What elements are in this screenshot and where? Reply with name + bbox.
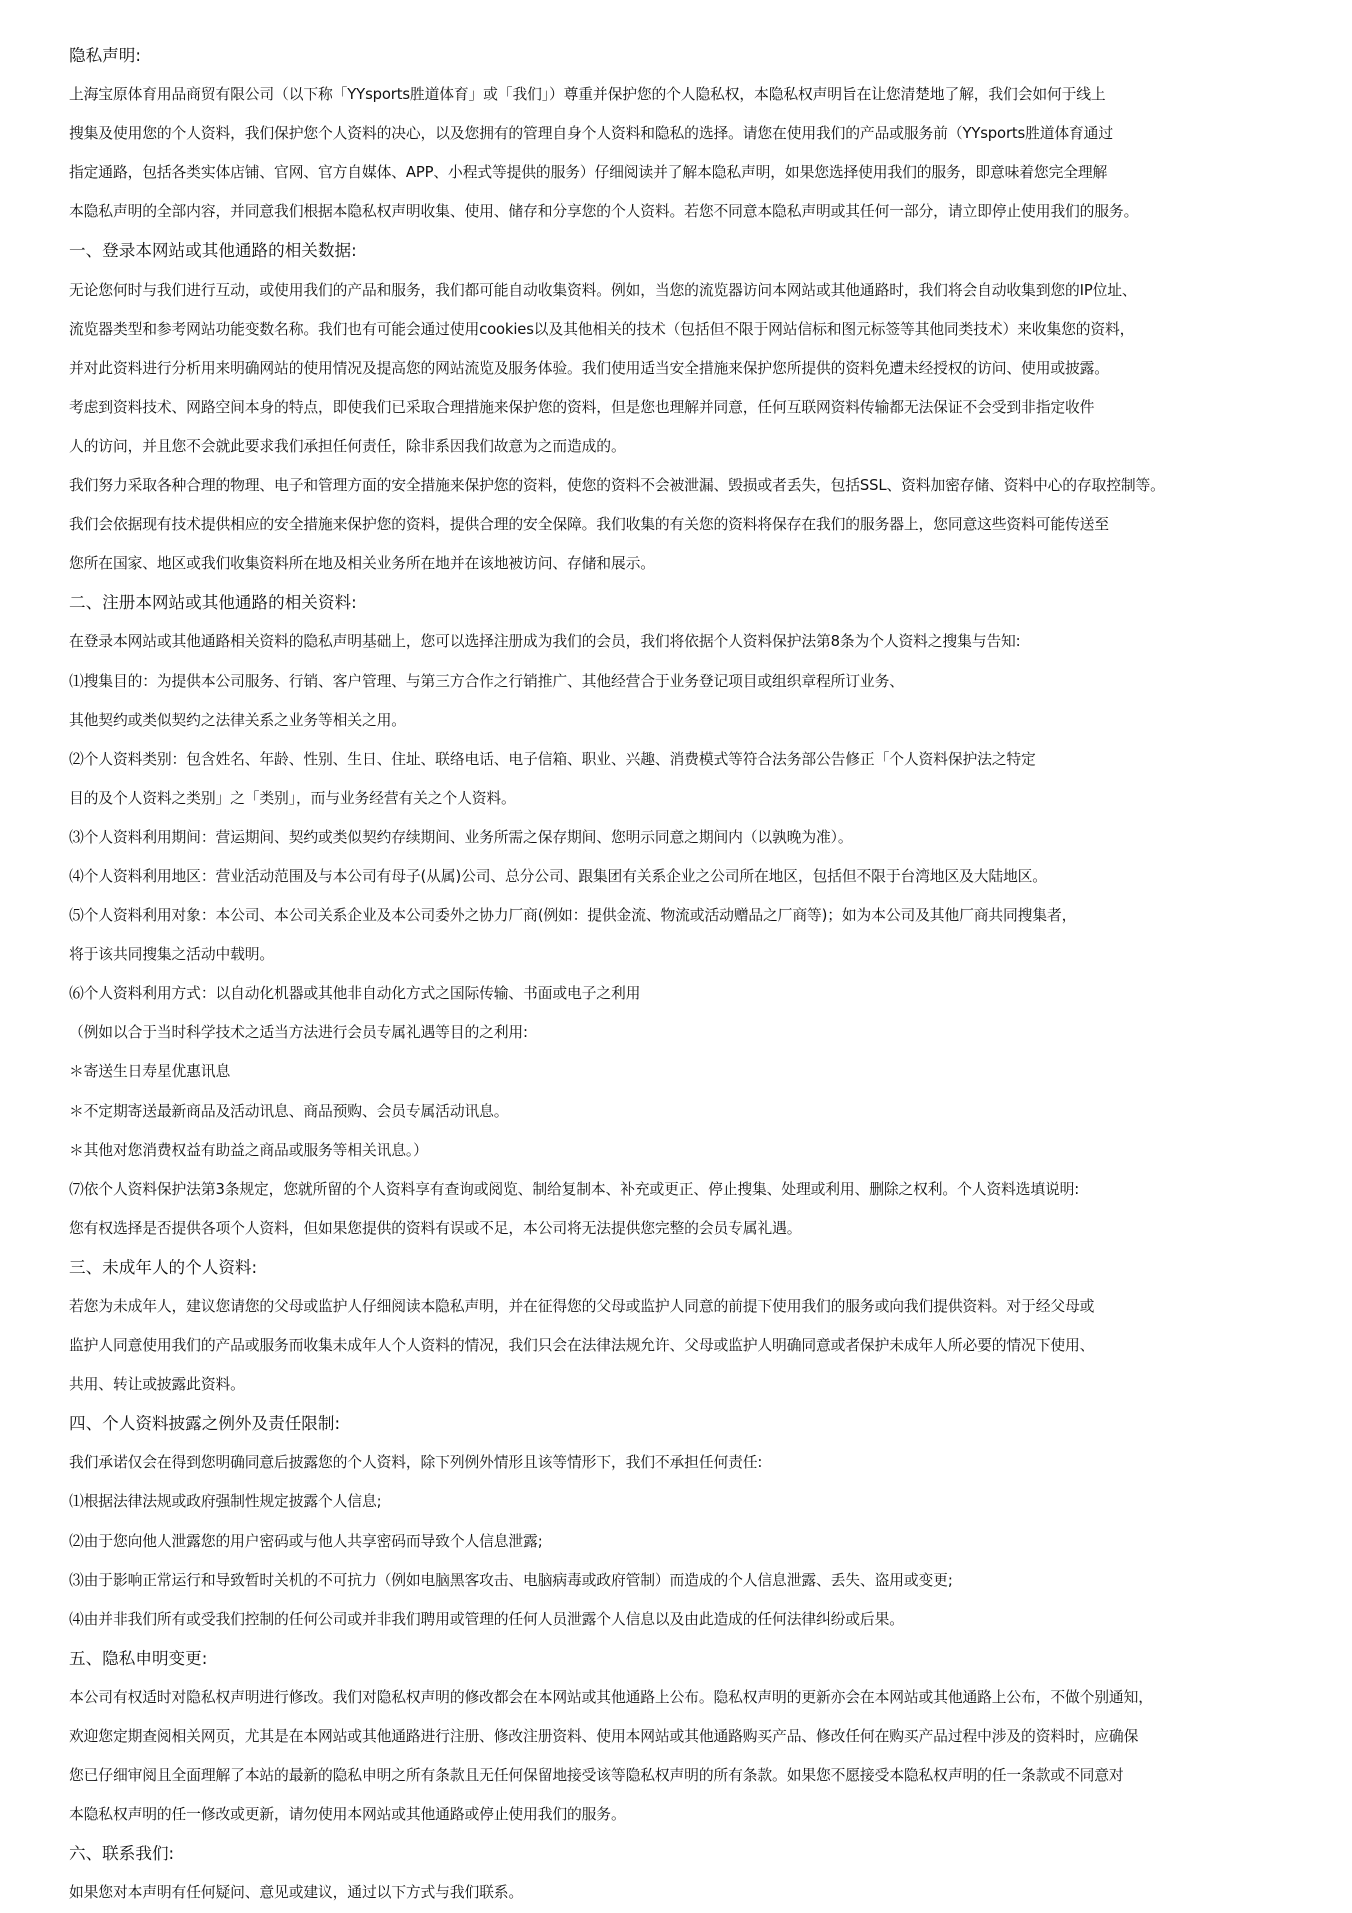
paragraph-line: 人的访问，并且您不会就此要求我们承担任何责任，除非系因我们故意为之而造成的。 xyxy=(69,437,626,455)
paragraph-line: 将于该共同搜集之活动中载明。 xyxy=(69,946,275,964)
paragraph-line: 其他契约或类似契约之法律关系之业务等相关之用。 xyxy=(69,711,406,729)
paragraph-line: 若您为未成年人，建议您请您的父母或监护人仔细阅读本隐私声明，并在征得您的父母或监护人同意的前提下使用我们的服务或向我们提供资料。对于经父母或 xyxy=(69,1298,1095,1315)
paragraph-line: （例如以合于当时科学技术之适当方法进行会员专属礼遇等目的之利用: xyxy=(69,1024,528,1042)
paragraph-line: 在登录本网站或其他通路相关资料的隐私声明基础上，您可以选择注册成为我们的会员，我们将依据个人资料保护法第8条为个人资料之搜集与告知: xyxy=(69,633,1021,651)
paragraph-line: ⑹个人资料利用方式：以自动化机器或其他非自动化方式之国际传输、书面或电子之利用 xyxy=(69,985,641,1003)
paragraph-line: 本隐私声明的全部内容，并同意我们根据本隐私权声明收集、使用、储存和分享您的个人资料。若您不同意本隐私声明或其任何一部分，请立即停止使用我们的服务。 xyxy=(69,203,1139,221)
paragraph-line: ⑴搜集目的：为提供本公司服务、行销、客户管理、与第三方合作之行销推广、其他经营合于业务登记项目或组织章程所订业务、 xyxy=(69,672,904,690)
paragraph-line: 我们承诺仅会在得到您明确同意后披露您的个人资料，除下列例外情形且该等情形下，我们不承担任何责任: xyxy=(69,1454,763,1472)
paragraph-line: 监护人同意使用我们的产品或服务而收集未成年人个人资料的情况，我们只会在法律法规允许、父母或监护人明确同意或者保护未成年人所必要的情况下使用、 xyxy=(69,1337,1095,1355)
section-heading: 二、注册本网站或其他通路的相关资料: xyxy=(69,593,357,613)
section-heading: 隐私声明: xyxy=(69,46,141,65)
paragraph-line: 本隐私权声明的任一修改或更新，请勿使用本网站或其他通路或停止使用我们的服务。 xyxy=(69,1806,626,1824)
privacy-statement xyxy=(69,36,1289,1913)
paragraph-line: 我们会依据现有技术提供相应的安全措施来保护您的资料，提供合理的安全保障。我们收集的有关您的资料将保存在我们的服务器上，您同意这些资料可能传送至 xyxy=(69,516,1109,534)
section-heading: 一、登录本网站或其他通路的相关数据: xyxy=(69,241,357,261)
paragraph-line: 指定通路，包括各类实体店铺、官网、官方自媒体、APP、小程式等提供的服务）仔细阅读并了解本隐私声明，如果您选择使用我们的服务，即意味着您完全理解 xyxy=(69,164,1108,182)
paragraph-line: 您已仔细审阅且全面理解了本站的最新的隐私申明之所有条款且无任何保留地接受该等隐私权声明的所有条款。如果您不愿接受本隐私权声明的任一条款或不同意对 xyxy=(69,1767,1124,1785)
paragraph-line: 共用、转让或披露此资料。 xyxy=(69,1376,245,1394)
paragraph-line: ⑸个人资料利用对象：本公司、本公司关系企业及本公司委外之协力厂商(例如：提供金流、物流或活动赠品之厂商等)；如为本公司及其他厂商共同搜集者， xyxy=(69,907,1077,925)
paragraph-line: ⑷由并非我们所有或受我们控制的任何公司或并非我们聘用或管理的任何人员泄露个人信息以及由此造成的任何法律纠纷或后果。 xyxy=(69,1610,904,1628)
paragraph-line: 我们努力采取各种合理的物理、电子和管理方面的安全措施来保护您的资料，使您的资料不会被泄漏、毁损或者丢失，包括SSL、资料加密存储、资料中心的存取控制等。 xyxy=(69,477,1165,495)
paragraph-line: ⑴根据法律法规或政府强制性规定披露个人信息; xyxy=(69,1493,382,1511)
paragraph-line: 流览器类型和参考网站功能变数名称。我们也有可能会通过使用cookies以及其他相关的技术（包括但不限于网站信标和图元标签等其他同类技术）来收集您的资料， xyxy=(69,320,1135,338)
paragraph-line: 本公司有权适时对隐私权声明进行修改。我们对隐私权声明的修改都会在本网站或其他通路上公布。隐私权声明的更新亦会在本网站或其他通路上公布，不做个别通知， xyxy=(69,1688,1153,1706)
paragraph-line: ⑵由于您向他人泄露您的用户密码或与他人共享密码而导致个人信息泄露; xyxy=(69,1532,543,1550)
section-heading: 四、个人资料披露之例外及责任限制: xyxy=(69,1414,341,1434)
paragraph-line: ⑷个人资料利用地区：营业活动范围及与本公司有母子(从属)公司、总分公司、跟集团有关系企业之公司所在地区，包括但不限于台湾地区及大陆地区。 xyxy=(69,867,1047,885)
paragraph-line: ⑺依个人资料保护法第3条规定，您就所留的个人资料享有查询或阅览、制给复制本、补充或更正、停止搜集、处理或利用、删除之权利。个人资料选填说明: xyxy=(69,1180,1080,1198)
paragraph-line: 如果您对本声明有任何疑问、意见或建议，通过以下方式与我们联系。 xyxy=(69,1884,524,1902)
paragraph-line: ＊不定期寄送最新商品及活动讯息、商品预购、会员专属活动讯息。 xyxy=(69,1102,509,1120)
section-heading: 三、未成年人的个人资料: xyxy=(69,1257,258,1277)
paragraph-line: ⑶个人资料利用期间：营运期间、契约或类似契约存续期间、业务所需之保存期间、您明示同意之期间内（以孰晚为准）。 xyxy=(69,828,853,846)
paragraph-line: ＊其他对您消费权益有助益之商品或服务等相关讯息。） xyxy=(69,1141,428,1159)
paragraph-line: 您所在国家、地区或我们收集资料所在地及相关业务所在地并在该地被访问、存储和展示。 xyxy=(69,555,655,573)
paragraph-line: 您有权选择是否提供各项个人资料，但如果您提供的资料有误或不足，本公司将无法提供您完整的会员专属礼遇。 xyxy=(69,1219,802,1237)
section-heading: 六、联系我们: xyxy=(69,1844,175,1864)
paragraph-line: 上海宝原体育用品商贸有限公司（以下称「YYsports胜道体育」或「我们」）尊重并保护您的个人隐私权，本隐私权声明旨在让您清楚地了解，我们会如何于线上 xyxy=(69,86,1106,104)
paragraph-line: 考虑到资料技术、网路空间本身的特点，即使我们已采取合理措施来保护您的资料，但是您也理解并同意，任何互联网资料传输都无法保证不会受到非指定收件 xyxy=(69,398,1095,416)
paragraph-line: 搜集及使用您的个人资料，我们保护您个人资料的决心，以及您拥有的管理自身个人资料和隐私的选择。请您在使用我们的产品或服务前（YYsports胜道体育通过 xyxy=(69,125,1113,143)
paragraph-line: 并对此资料进行分析用来明确网站的使用情况及提高您的网站流览及服务体验。我们使用适当安全措施来保护您所提供的资料免遭未经授权的访问、使用或披露。 xyxy=(69,359,1109,377)
paragraph-line: ＊寄送生日寿星优惠讯息 xyxy=(69,1063,231,1081)
paragraph-line: ⑵个人资料类别：包含姓名、年龄、性别、生日、住址、联络电话、电子信箱、职业、兴趣、消费模式等符合法务部公告修正「个人资料保护法之特定 xyxy=(69,750,1036,768)
paragraph-line: 目的及个人资料之类别」之「类别」，而与业务经营有关之个人资料。 xyxy=(69,789,516,807)
paragraph-line: ⑶由于影响正常运行和导致暂时关机的不可抗力（例如电脑黑客攻击、电脑病毒或政府管制）而造成的个人信息泄露、丢失、盗用或变更; xyxy=(69,1571,953,1589)
section-heading: 五、隐私申明变更: xyxy=(69,1648,208,1668)
paragraph-line: 无论您何时与我们进行互动，或使用我们的产品和服务，我们都可能自动收集资料。例如，当您的流览器访问本网站或其他通路时，我们将会自动收集到您的IP位址、 xyxy=(69,281,1137,299)
paragraph-line: 欢迎您定期查阅相关网页，尤其是在本网站或其他通路进行注册、修改注册资料、使用本网站或其他通路购买产品、修改任何在购买产品过程中涉及的资料时，应确保 xyxy=(69,1728,1139,1746)
